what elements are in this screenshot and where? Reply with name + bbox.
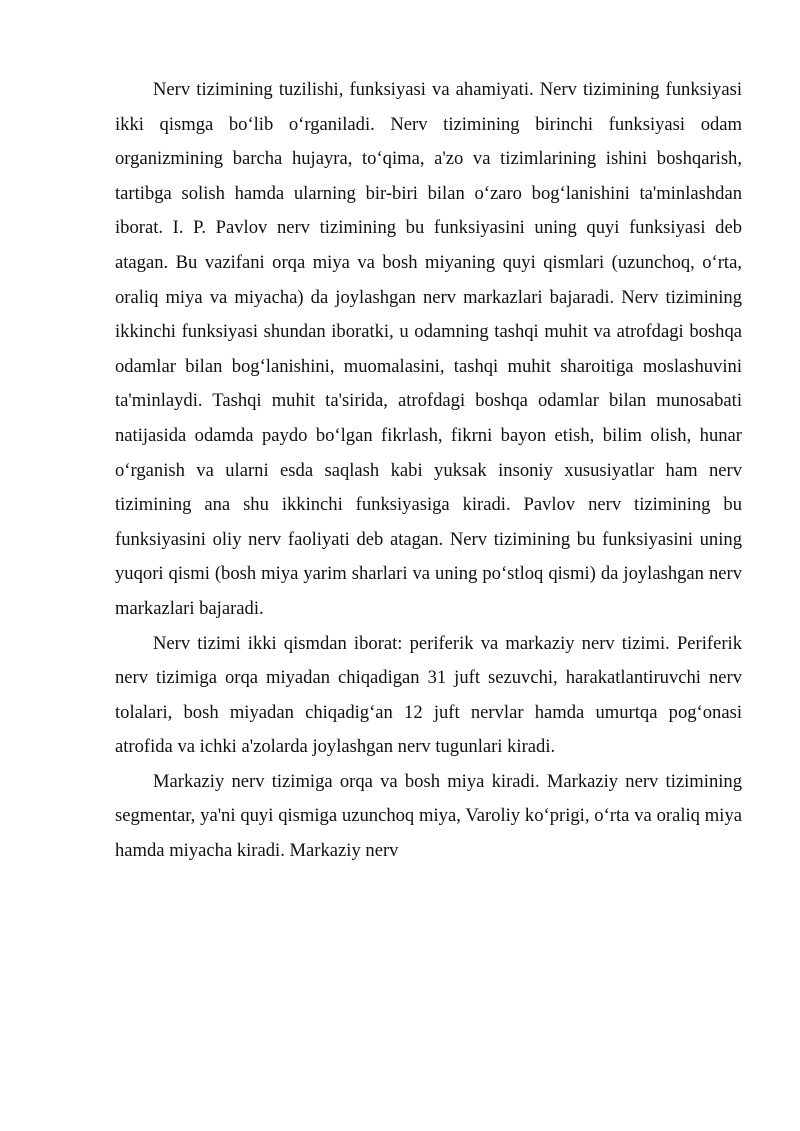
paragraph-nerve-system-functions: Nerv tizimining tuzilishi, funksiyasi va ahamiyati. Nerv tizimining funksiyasi ikki qismga bo‘lib o‘rganiladi. Nerv tizimining birinchi funksiyasi odam organizmining barcha hujayra, to‘qima, a'zo va tizimlarining ishini boshqarish, tartibga solish hamda ularning bir-biri bilan o‘zaro bog‘lanishini ta'minlashdan iborat. I. P. Pavlov nerv tizimining bu funksiyasini uning quyi funksiyasi deb atagan. Bu vazifani orqa miya va bosh miyaning quyi qismlari (uzunchoq, o‘rta, oraliq miya va miyacha) da joylashgan nerv markazlari bajaradi. Nerv tizimining ikkinchi funksiyasi shundan iboratki, u odamning tashqi muhit va atrofdagi boshqa odamlar bilan bog‘lanishini, muomalasini, tashqi muhit sharoitiga moslashuvini ta'minlaydi. Tashqi muhit ta'sirida, atrofdagi boshqa odamlar bilan munosabati natijasida odamda paydo bo‘lgan fikrlash, fikrni bayon etish, bilim olish, hunar o‘rganish va ularni esda saqlash kabi yuksak insoniy xususiyatlar ham nerv tizimining ana shu ikkinchi funksiyasiga kiradi. Pavlov nerv tizimining bu funksiyasini oliy nerv faoliyati deb atagan. Nerv tizimining bu funksiyasini uning yuqori qismi (bosh miya yarim sharlari va uning po‘stloq qismi) da joylashgan nerv markazlari bajaradi. (115, 79, 742, 619)
paragraph-nerve-system-parts: Nerv tizimi ikki qismdan iborat: periferik va markaziy nerv tizimi. Periferik nerv tizimiga orqa miyadan chiqadigan 31 juft sezuvchi, harakatlantiruvchi nerv tolalari, bosh miyadan chiqadig‘an 12 juft nervlar hamda umurtqa pog‘onasi atrofida va ichki a'zolarda joylashgan nerv tugunlari kiradi. (115, 632, 742, 758)
document-page (115, 73, 742, 869)
paragraph-central-nervous-system: Markaziy nerv tizimiga orqa va bosh miya kiradi. Markaziy nerv tizimining segmentar, ya'ni quyi qismiga uzunchoq miya, Varoliy ko‘prigi, o‘rta va oraliq miya hamda miyacha kiradi. Markaziy nerv (115, 770, 742, 862)
